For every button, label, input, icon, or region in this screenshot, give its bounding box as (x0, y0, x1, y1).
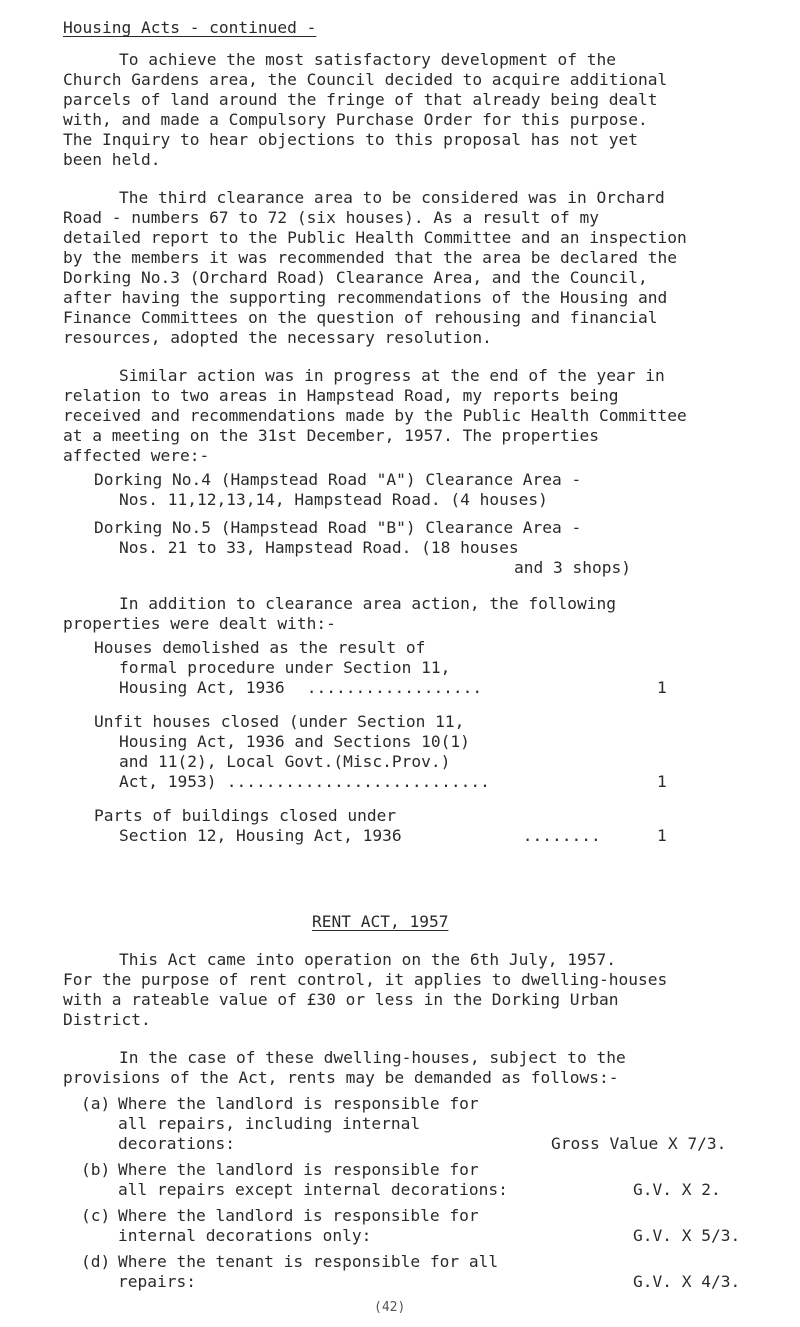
para1-line: parcels of land around the fringe of that already being dealt (63, 90, 658, 109)
rent-act-heading: RENT ACT, 1957 (312, 912, 449, 931)
para5-line: For the purpose of rent control, it applies to dwelling-houses (63, 970, 668, 989)
para1-line: The Inquiry to hear objections to this proposal has not yet (63, 130, 638, 149)
rent-rule-line: Where the landlord is responsible for (118, 1094, 479, 1113)
property-item-line: Act, 1953) (119, 772, 217, 791)
para5-line: District. (63, 1010, 151, 1029)
property-item-line: Housing Act, 1936 (119, 678, 285, 697)
clearance-area-5-detail: Nos. 21 to 33, Hampstead Road. (18 houses (119, 538, 519, 557)
para2-line: Road - numbers 67 to 72 (six houses). As a result of my (63, 208, 600, 227)
para3-line: Similar action was in progress at the end of the year in (119, 366, 665, 385)
para3-line: relation to two areas in Hampstead Road, my reports being (63, 386, 619, 405)
para6-line: provisions of the Act, rents may be demanded as follows:- (63, 1068, 619, 1087)
clearance-area-5-detail: and 3 shops) (514, 558, 631, 577)
rent-rule-label: (b) (81, 1160, 111, 1179)
property-count: 1 (657, 678, 667, 697)
rent-rule-line: Where the tenant is responsible for all (118, 1252, 499, 1271)
para1-line: Church Gardens area, the Council decided to acquire additional (63, 70, 668, 89)
rent-rule-line: Where the landlord is responsible for (118, 1206, 479, 1225)
para3-line: affected were:- (63, 446, 210, 465)
para4-line: In addition to clearance area action, the following (119, 594, 617, 613)
rent-rule-line: Where the landlord is responsible for (118, 1160, 479, 1179)
property-item-line: Unfit houses closed (under Section 11, (94, 712, 465, 731)
para5-line: This Act came into operation on the 6th July, 1957. (119, 950, 617, 969)
para6-line: In the case of these dwelling-houses, subject to the (119, 1048, 626, 1067)
rent-rule-label: (a) (81, 1094, 111, 1113)
rent-rule-label: (c) (81, 1206, 111, 1225)
para5-line: with a rateable value of £30 or less in the Dorking Urban (63, 990, 619, 1009)
clearance-area-4: Dorking No.4 (Hampstead Road "A") Clearance Area - (94, 470, 582, 489)
property-count: 1 (657, 826, 667, 845)
para3-line: received and recommendations made by the Public Health Committee (63, 406, 687, 425)
rent-rule-line: decorations: (118, 1134, 235, 1153)
para2-line: by the members it was recommended that the area be declared the (63, 248, 677, 267)
property-count: 1 (657, 772, 667, 791)
section-heading: Housing Acts - continued - (63, 18, 317, 37)
para2-line: Finance Committees on the question of rehousing and financial (63, 308, 658, 327)
rent-rule-label: (d) (81, 1252, 111, 1271)
para2-line: after having the supporting recommendations of the Housing and (63, 288, 668, 307)
property-item-line: Parts of buildings closed under (94, 806, 397, 825)
dot-leader: ........................... (217, 772, 490, 791)
clearance-area-4-detail: Nos. 11,12,13,14, Hampstead Road. (4 houses) (119, 490, 548, 509)
rent-rule-line: all repairs except internal decorations: (118, 1180, 508, 1199)
para1-line: with, and made a Compulsory Purchase Order for this purpose. (63, 110, 648, 129)
para2-line: Dorking No.3 (Orchard Road) Clearance Area, and the Council, (63, 268, 648, 287)
para1-line: been held. (63, 150, 161, 169)
para2-line: resources, adopted the necessary resolution. (63, 328, 492, 347)
property-item-line: Housing Act, 1936 and Sections 10(1) (119, 732, 470, 751)
rent-rule-value: Gross Value X 7/3. (551, 1134, 727, 1153)
rent-rule-line: all repairs, including internal (118, 1114, 421, 1133)
para2-line: detailed report to the Public Health Committee and an inspection (63, 228, 687, 247)
clearance-area-5: Dorking No.5 (Hampstead Road "B") Clearance Area - (94, 518, 582, 537)
dot-leader: .................. (297, 678, 483, 697)
rent-rule-value: G.V. X 5/3. (633, 1226, 741, 1245)
para2-line: The third clearance area to be considered was in Orchard (119, 188, 665, 207)
para1-line: To achieve the most satisfactory development of the (119, 50, 617, 69)
rent-rule-value: G.V. X 2. (633, 1180, 721, 1199)
dot-leader: ........ (513, 826, 601, 845)
page-number: (42) (374, 1300, 406, 1315)
property-item-line: and 11(2), Local Govt.(Misc.Prov.) (119, 752, 451, 771)
para4-line: properties were dealt with:- (63, 614, 336, 633)
property-item-line: formal procedure under Section 11, (119, 658, 451, 677)
property-item-line: Section 12, Housing Act, 1936 (119, 826, 402, 845)
rent-rule-line: internal decorations only: (118, 1226, 372, 1245)
rent-rule-line: repairs: (118, 1272, 196, 1291)
rent-rule-value: G.V. X 4/3. (633, 1272, 741, 1291)
property-item-line: Houses demolished as the result of (94, 638, 426, 657)
para3-line: at a meeting on the 31st December, 1957. The properties (63, 426, 600, 445)
